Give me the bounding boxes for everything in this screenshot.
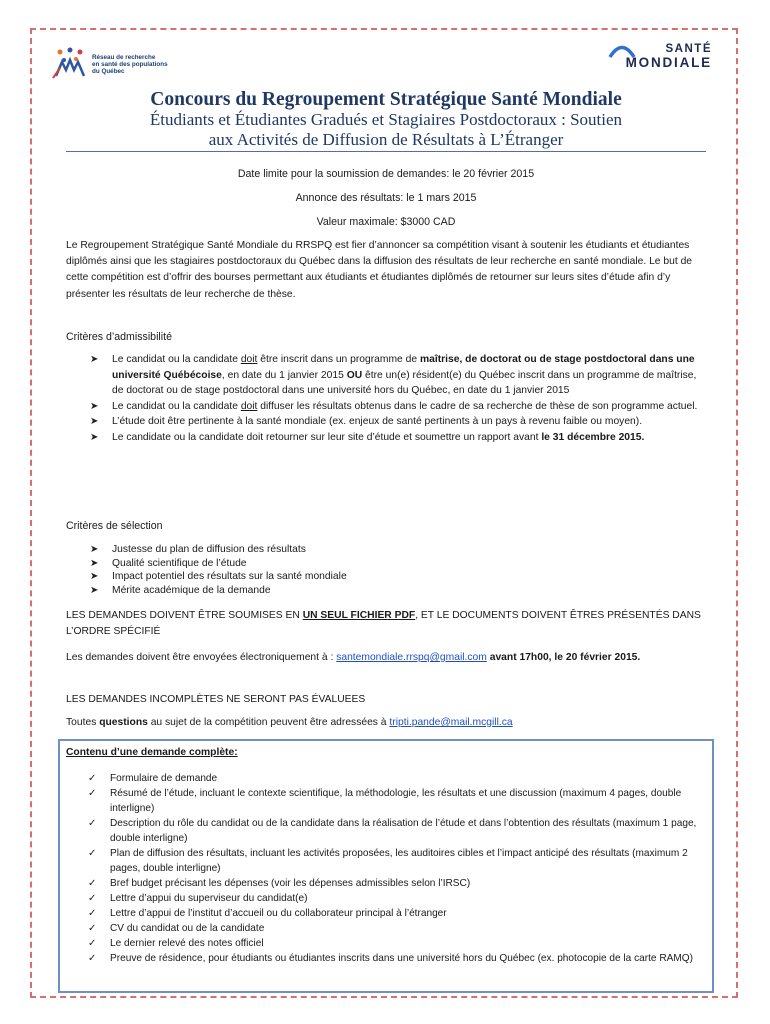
eligibility-bold: le 31 décembre 2015. bbox=[541, 431, 645, 443]
contents-text: Lettre d’appui de l’institut d’accueil ou du collaborateur principal à l’étranger bbox=[110, 908, 447, 919]
list-item bbox=[88, 771, 698, 786]
title-divider bbox=[66, 151, 706, 152]
eligibility-text: Le candidate ou la candidate doit retourner sur leur site d’étude et soumettre un rapport avant bbox=[112, 431, 542, 443]
contents-text: Preuve de résidence, pour étudiants ou étudiantes inscrits dans une université hors du Québec (ex. photocopie de la carte RAMQ) bbox=[110, 953, 693, 964]
eligibility-text: être un(e) résident(e) du Québec inscrit dans un programme de maîtrise, de doctorat ou de stage postdoctoral dans une université hors du Québec, en date du 1 janvier 2015 bbox=[112, 369, 697, 396]
submission-emphasis: UN SEUL FICHIER PDF bbox=[302, 610, 416, 621]
checkmark-icon: ✓ bbox=[88, 878, 97, 889]
arrow-bullet-icon: ➤ bbox=[90, 416, 99, 427]
rrspq-logo-line2: en santé des populations bbox=[92, 61, 168, 68]
submission-text: , ET LE DOCUMENTS DOIVENT ÊTRES PRÉSENTÉS DANS L’ORDRE SPÉCIFIÉ bbox=[66, 610, 701, 637]
checkmark-icon: ✓ bbox=[88, 848, 97, 859]
list-item bbox=[90, 584, 700, 598]
checkmark-icon: ✓ bbox=[88, 953, 97, 964]
incomplete-notice: LES DEMANDES INCOMPLÈTES NE SERONT PAS ÉVALUEES bbox=[66, 694, 366, 705]
arrow-bullet-icon: ➤ bbox=[90, 354, 99, 365]
selection-text: Mérite académique de la demande bbox=[112, 584, 271, 596]
questions-text: Toutes bbox=[66, 717, 100, 728]
page-subtitle bbox=[66, 110, 706, 150]
eligibility-text: , en date du 1 janvier 2015 bbox=[221, 369, 347, 381]
contents-list bbox=[88, 771, 698, 966]
checkmark-icon: ✓ bbox=[88, 908, 97, 919]
sante-mondiale-logo bbox=[602, 40, 712, 74]
arrow-bullet-icon: ➤ bbox=[90, 584, 99, 596]
submission-email-link[interactable]: santemondiale.rrspq@gmail.com bbox=[336, 652, 487, 663]
mondiale-logo-word: MONDIALE bbox=[625, 55, 712, 70]
questions-bold: questions bbox=[99, 717, 148, 728]
selection-heading: Critères de sélection bbox=[66, 520, 163, 532]
submission-paragraph bbox=[66, 608, 706, 640]
announcement-line: Annonce des résultats: le 1 mars 2015 bbox=[295, 192, 477, 204]
questions-text: au sujet de la compétition peuvent être adressées à bbox=[147, 717, 390, 728]
arrow-bullet-icon: ➤ bbox=[90, 557, 99, 569]
email-paragraph bbox=[66, 650, 706, 666]
eligibility-bold: maîtrise, de doctorat ou de stage postdoctoral dans une université Québécoise bbox=[112, 354, 695, 381]
contents-text: Résumé de l’étude, incluant le contexte scientifique, la méthodologie, les résultats et une discussion (maximum 4 pages, double interligne) bbox=[110, 788, 682, 814]
list-item bbox=[88, 906, 698, 921]
eligibility-text: L’étude doit être pertinente à la santé mondiale (ex. enjeux de santé pertinents à un pays à revenu faible ou moyen). bbox=[112, 416, 643, 427]
rrspq-figures-icon bbox=[50, 46, 92, 82]
sante-logo-word: SANTÉ bbox=[665, 43, 712, 55]
list-item bbox=[88, 846, 698, 876]
list-item bbox=[88, 876, 698, 891]
checkmark-icon: ✓ bbox=[88, 788, 97, 799]
selection-text: Impact potentiel des résultats sur la santé mondiale bbox=[112, 571, 347, 582]
list-item bbox=[88, 786, 698, 816]
eligibility-text: être inscrit dans un programme de bbox=[257, 354, 420, 365]
arrow-bullet-icon: ➤ bbox=[90, 571, 99, 582]
contents-text: CV du candidat ou de la candidate bbox=[110, 923, 265, 934]
email-deadline: avant 17h00, le 20 février 2015. bbox=[486, 652, 641, 663]
eligibility-heading: Critères d’admissibilité bbox=[66, 331, 172, 343]
arrow-bullet-icon: ➤ bbox=[90, 544, 99, 555]
checkmark-icon: ✓ bbox=[88, 893, 97, 904]
list-item bbox=[88, 891, 698, 906]
contents-heading: Contenu d’une demande complète: bbox=[66, 747, 238, 758]
contents-text: Lettre d’appui du superviseur du candidat(e) bbox=[110, 893, 308, 904]
selection-text: Justesse du plan de diffusion des résultats bbox=[112, 544, 306, 555]
checkmark-icon: ✓ bbox=[88, 818, 97, 829]
selection-list bbox=[90, 543, 700, 597]
subtitle-line-1: Étudiants et Étudiantes Gradués et Stagiaires Postdoctoraux : Soutien bbox=[149, 110, 623, 129]
checkmark-icon: ✓ bbox=[88, 938, 97, 949]
list-item bbox=[88, 951, 698, 966]
eligibility-bold: OU bbox=[346, 369, 363, 381]
eligibility-text: Le candidat ou la candidate bbox=[112, 354, 241, 365]
selection-text: Qualité scientifique de l’étude bbox=[112, 557, 247, 569]
rrspq-logo bbox=[50, 40, 170, 88]
list-item bbox=[90, 430, 700, 446]
rrspq-logo-line3: du Québec bbox=[92, 68, 125, 75]
contents-text: Description du rôle du candidat ou de la candidate dans la réalisation de l’étude et dans l’obtention des résultats (maximum 1 page, double interligne) bbox=[110, 818, 697, 844]
questions-paragraph bbox=[66, 715, 706, 731]
list-item bbox=[90, 543, 700, 557]
list-item bbox=[90, 557, 700, 571]
submission-text: LES DEMANDES DOIVENT ÊTRE SOUMISES EN bbox=[66, 610, 303, 621]
max-value-line: Valeur maximale: $3000 CAD bbox=[316, 216, 456, 228]
list-item bbox=[90, 414, 700, 430]
eligibility-text: diffuser les résultats obtenus dans le cadre de sa recherche de thèse de son programme actuel. bbox=[257, 400, 698, 412]
contents-text: Le dernier relevé des notes officiel bbox=[110, 938, 264, 949]
list-item bbox=[90, 352, 700, 399]
list-item bbox=[88, 816, 698, 846]
list-item bbox=[88, 921, 698, 936]
eligibility-emphasis: doit bbox=[240, 400, 258, 412]
eligibility-text: Le candidat ou la candidate bbox=[112, 400, 241, 412]
arrow-bullet-icon: ➤ bbox=[90, 400, 99, 412]
list-item bbox=[90, 399, 700, 415]
contents-box bbox=[58, 739, 714, 993]
list-item bbox=[90, 570, 700, 584]
arrow-bullet-icon: ➤ bbox=[90, 431, 99, 443]
subtitle-line-2: aux Activités de Diffusion de Résultats à L’Étranger bbox=[208, 130, 564, 149]
checkmark-icon: ✓ bbox=[88, 923, 97, 934]
eligibility-list bbox=[90, 352, 700, 445]
rrspq-logo-line1: Réseau de recherche bbox=[92, 54, 156, 61]
contents-text: Plan de diffusion des résultats, incluant les activités proposées, les auditoires cibles et l’impact anticipé des résultats (maximum 2 pages, double interligne) bbox=[110, 848, 688, 874]
contact-email-link[interactable]: tripti.pande@mail.mcgill.ca bbox=[389, 717, 513, 728]
checkmark-icon: ✓ bbox=[88, 773, 97, 784]
eligibility-emphasis: doit bbox=[240, 354, 258, 365]
email-text: Les demandes doivent être envoyées électroniquement à : bbox=[66, 652, 337, 663]
list-item bbox=[88, 936, 698, 951]
page-title: Concours du Regroupement Stratégique Santé Mondiale bbox=[150, 89, 622, 110]
deadline-line: Date limite pour la soumission de demandes: le 20 février 2015 bbox=[237, 168, 535, 180]
intro-paragraph: Le Regroupement Stratégique Santé Mondiale du RRSPQ est fier d’annoncer sa compétition visant à soutenir les étudiants et étudiantes diplômés ainsi que les stagiaires postdoctoraux du Québec dans la diffusion des résultats de leur recherche en santé mondiale. Le but de cette compétition est d’offrir des bourses permettant aux étudiants et étudiantes diplômés de retourner sur leurs sites d’étude afin d’y présenter les résultats de leur recherche de thèse. bbox=[66, 240, 693, 300]
contents-text: Formulaire de demande bbox=[110, 773, 218, 784]
contents-text: Bref budget précisant les dépenses (voir les dépenses admissibles selon l’IRSC) bbox=[110, 878, 471, 889]
